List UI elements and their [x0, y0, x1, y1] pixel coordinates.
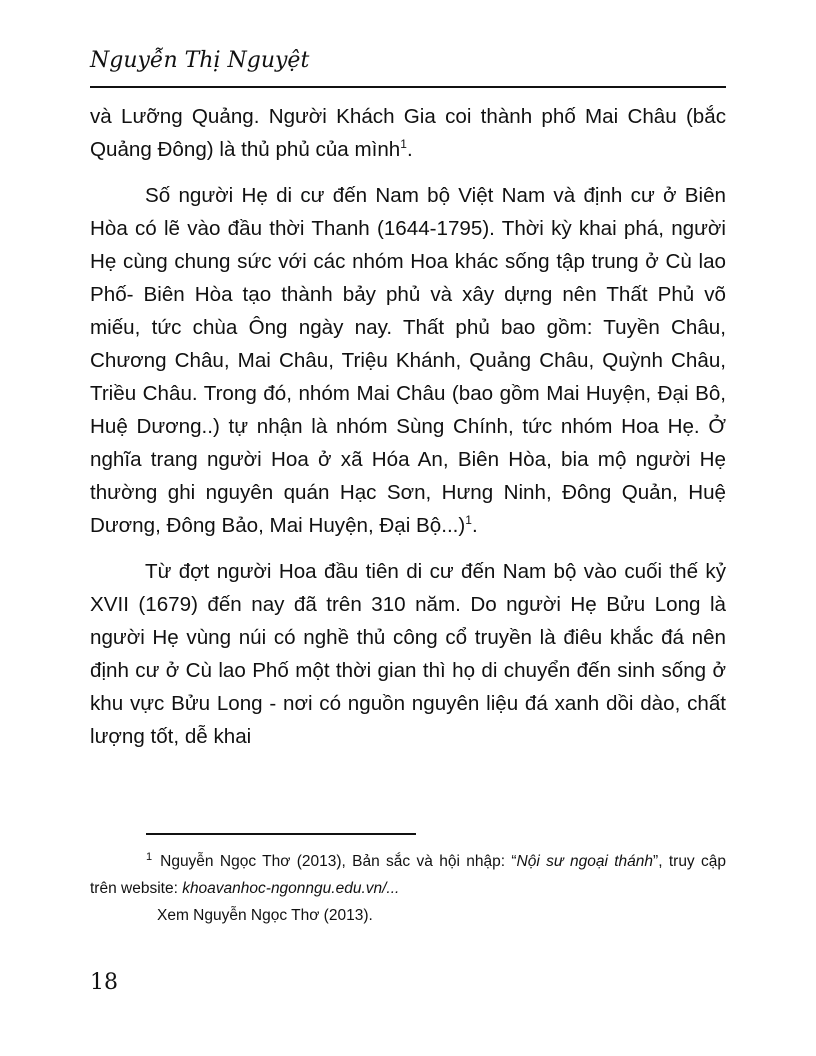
footnote-1-mid: ”, truy cập trên website: — [90, 853, 727, 897]
header-divider — [90, 86, 726, 88]
footnote-divider — [146, 833, 416, 835]
footnote-2: Xem Nguyễn Ngọc Thơ (2013). — [157, 907, 373, 924]
paragraph-2-end: . — [471, 514, 478, 537]
footnote-1-title: Nội sư ngoại thánh — [516, 853, 654, 870]
footnote-1-url: khoavanhoc-ngonngu.edu.vn/... — [182, 880, 400, 897]
footnote-ref-2: 1 — [465, 513, 472, 528]
paragraph-2-text: Số người Hẹ di cư đến Nam bộ Việt Nam và định cư ở Biên Hòa có lẽ vào đầu thời Thanh (1644-1795). Thời kỳ khai phá, người Hẹ cùng chung sức với các nhóm Hoa khác sống tập trung ở Cù lao Phố- Biên Hòa tạo thành bảy phủ và xây dựng nên Thất Phủ võ miếu, tức chùa Ông ngày nay. Thất phủ bao gồm: Tuyền Châu, Chương Châu, Mai Châu, Triệu Khánh, Quảng Châu, Quỳnh Châu, Triều Châu. Trong đó, nhóm Mai Châu (bao gồm Mai Huyện, Đại Bô, Huệ Dương..) tự nhận là nhóm Sùng Chính, tức nhóm Hoa Hẹ. Ở nghĩa trang người Hoa ở xã Hóa An, Biên Hòa, bia mộ người Hẹ thường ghi nguyên quán Hạc Sơn, Hưng Ninh, Đông Quản, Huệ Dương, Đông Bảo, Mai Huyện, Đại Bộ...) — [90, 184, 726, 537]
body-text — [90, 100, 726, 766]
paragraph-1-end: . — [406, 138, 413, 161]
paragraph-1-text: và Lưỡng Quảng. Người Khách Gia coi thành phố Mai Châu (bắc Quảng Đông) là thủ phủ của mình — [90, 105, 726, 161]
footnote-ref-1: 1 — [400, 137, 407, 152]
footnote-1-text: Nguyễn Ngọc Thơ (2013), Bản sắc và hội nhập: “ — [160, 853, 517, 870]
page-number: 18 — [90, 970, 118, 995]
footnote-1 — [90, 848, 726, 902]
paragraph-2 — [90, 179, 726, 542]
footnote-1-mark: 1 — [146, 850, 153, 863]
running-header: Nguyễn Thị Nguyệt — [90, 48, 310, 73]
footnotes — [90, 848, 726, 929]
paragraph-3: Từ đợt người Hoa đầu tiên di cư đến Nam bộ vào cuối thế kỷ XVII (1679) đến nay đã trên 310 năm. Do người Hẹ Bửu Long là người Hẹ vùng núi có nghề thủ công cổ truyền là điêu khắc đá nên định cư ở Cù lao Phố một thời gian thì họ di chuyển đến sinh sống ở khu vực Bửu Long - nơi có nguồn nguyên liệu đá xanh dồi dào, chất lượng tốt, dễ khai — [90, 560, 726, 748]
paragraph-1 — [90, 100, 726, 166]
